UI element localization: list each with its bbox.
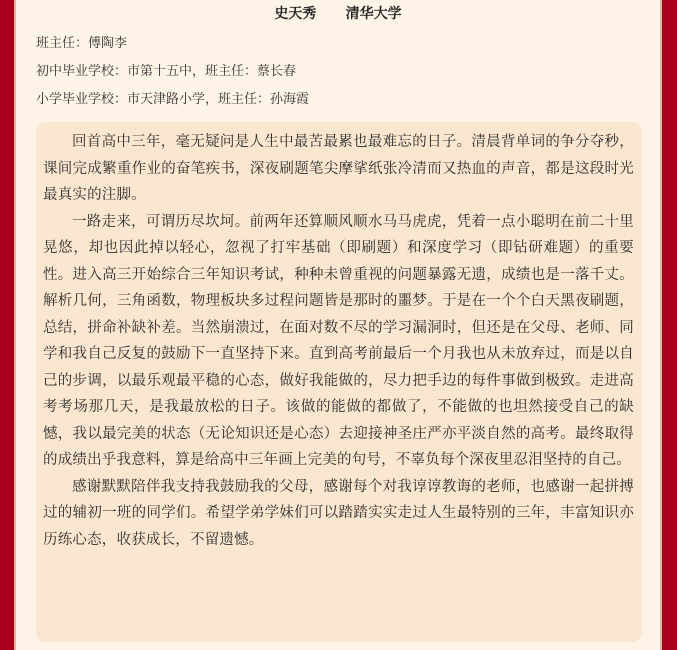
article-panel — [14, 0, 662, 650]
primary-school-line: 小学毕业学校：市天津路小学，班主任：孙海霞 — [36, 92, 310, 107]
student-name-school-heading: 史天秀 清华大学 — [274, 6, 402, 22]
middle-school-line: 初中毕业学校：市第十五中，班主任：蔡长春 — [36, 64, 297, 79]
essay-paragraph: 回首高中三年，毫无疑问是人生中最苦最累也最难忘的日子。清晨背单词的争分夺秒，课间完成繁重作业的奋笔疾书，深夜刷题笔尖摩挲纸张冷清而又热血的声音，都是这段时光最真实的注脚。 — [43, 134, 634, 203]
essay-card — [36, 122, 642, 642]
essay-paragraph: 感谢默默陪伴我支持我鼓励我的父母，感谢每个对我谆谆教诲的老师，也感谢一起拼搏过的辅初一班的同学们。希望学弟学妹们可以踏踏实实走过人生最特别的三年，丰富知识亦历练心态，收获成长，不留遗憾。 — [43, 478, 634, 548]
essay-paragraph: 一路走来，可谓历尽坎坷。前两年还算顺风顺水马马虎虎，凭着一点小聪明在前二十里晃悠，却也因此掉以轻心，忽视了打牢基础（即刷题）和深度学习（即钻研难题）的重要性。进入高三开始综合三年知识考试，种种未曾重视的问题暴露无遗，成绩也是一落千丈。解析几何，三角函数，物理板块多过程问题皆是那时的噩梦。于是在一个个白天黑夜刷题，总结，拼命补缺补差。当然崩溃过，在面对数不尽的学习漏洞时，但还是在父母、老师、同学和我自己反复的鼓励下一直坚持下来。直到高考前最后一个月我也从未放弃过，而是以自己的步调，以最乐观最平稳的心态，做好我能做的，尽力把手边的每件事做到极致。走进高考考场那几天，是我最放松的日子。该做的能做的都做了，不能做的也坦然接受自己的缺憾，我以最完美的状态（无论知识还是心态）去迎接神圣庄严亦平淡自然的高考。最终取得的成绩出乎我意料，算是给高中三年画上完美的句号，不辜负每个深夜里忍泪坚持的自己。 — [43, 213, 634, 468]
head-teacher-line: 班主任：傅陶李 — [36, 36, 128, 51]
